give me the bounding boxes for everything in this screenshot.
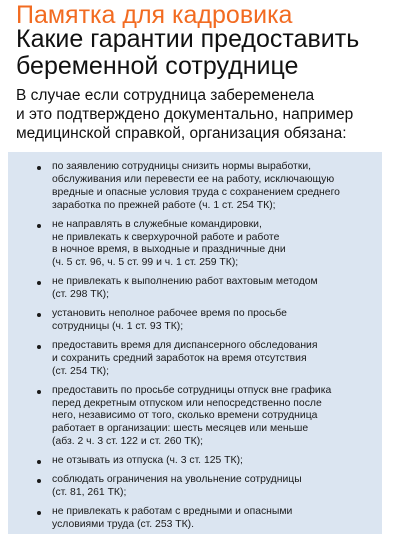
item-line: заработка по прежней работе (ч. 1 ст. 254 ТК); bbox=[52, 199, 276, 211]
item-line: не привлекать к выполнению работ вахтовым методом bbox=[52, 276, 318, 288]
list-item bbox=[52, 161, 370, 213]
item-line: в ночное время, в выходные и праздничные дни bbox=[52, 244, 286, 256]
item-line: и сохранить средний заработок на время отсутствия bbox=[52, 352, 307, 364]
item-line: соблюдать ограничения на увольнение сотрудницы bbox=[52, 474, 302, 486]
item-line: не привлекать к сверхурочной работе и работе bbox=[52, 231, 280, 243]
item-line: не направлять в служебные командировки, bbox=[52, 218, 262, 230]
bullet-icon bbox=[37, 479, 41, 483]
bullet-icon bbox=[37, 511, 41, 515]
item-line: него, независимо от того, сколько времени сотрудница bbox=[52, 410, 318, 422]
list-item bbox=[52, 276, 370, 302]
intro-line: медицинской справкой, организация обязана: bbox=[16, 125, 347, 142]
list-item bbox=[52, 506, 370, 532]
intro-line: В случае если сотрудница забеременела bbox=[16, 87, 315, 104]
item-line: условиями труда (ст. 253 ТК). bbox=[52, 518, 195, 530]
bullet-icon bbox=[37, 224, 41, 228]
item-line: предоставить по просьбе сотрудницы отпуск вне графика bbox=[52, 384, 332, 396]
item-line: (ч. 5 ст. 96, ч. 5 ст. 99 и ч. 1 ст. 259 ТК); bbox=[52, 257, 239, 269]
item-line: предоставить время для диспансерного обследования bbox=[52, 339, 318, 351]
list-item bbox=[52, 219, 370, 271]
item-line: (ст. 298 ТК); bbox=[52, 289, 110, 301]
memo-kicker: Памятка для кадровика bbox=[16, 1, 293, 29]
intro-paragraph bbox=[16, 86, 396, 143]
guarantees-list bbox=[52, 161, 370, 538]
item-line: не отзывать из отпуска (ч. 3 ст. 125 ТК); bbox=[52, 455, 243, 467]
list-item bbox=[52, 385, 370, 450]
item-line: обслуживания или перевести ее на работу, исключающую bbox=[52, 173, 335, 185]
item-line: перед декретным отпуском или непосредственно после bbox=[52, 397, 322, 409]
item-line: (абз. 2 ч. 3 ст. 122 и ст. 260 ТК); bbox=[52, 436, 204, 448]
item-line: (ст. 81, 261 ТК); bbox=[52, 486, 127, 498]
item-line: вредные и опасные условия труда с сохранением среднего bbox=[52, 186, 340, 198]
page-title bbox=[16, 26, 400, 80]
item-line: по заявлению сотрудницы снизить нормы выработки, bbox=[52, 161, 312, 172]
bullet-icon bbox=[37, 345, 41, 349]
bullet-icon bbox=[37, 390, 41, 394]
title-line: Какие гарантии предоставить bbox=[16, 25, 360, 53]
intro-line: и это подтверждено документально, например bbox=[16, 106, 354, 123]
list-item bbox=[52, 340, 370, 379]
list-item bbox=[52, 308, 370, 334]
item-line: (ст. 254 ТК); bbox=[52, 365, 110, 377]
item-line: не привлекать к работам с вредными и опасными bbox=[52, 505, 293, 517]
item-line: работает в организации: шесть месяцев или меньше bbox=[52, 423, 309, 435]
item-line: установить неполное рабочее время по просьбе bbox=[52, 308, 287, 320]
bullet-icon bbox=[37, 166, 41, 170]
item-line: сотрудницы (ч. 1 ст. 93 ТК); bbox=[52, 320, 184, 332]
list-item bbox=[52, 455, 370, 468]
title-line: беременной сотруднице bbox=[16, 52, 299, 80]
list-item bbox=[52, 474, 370, 500]
